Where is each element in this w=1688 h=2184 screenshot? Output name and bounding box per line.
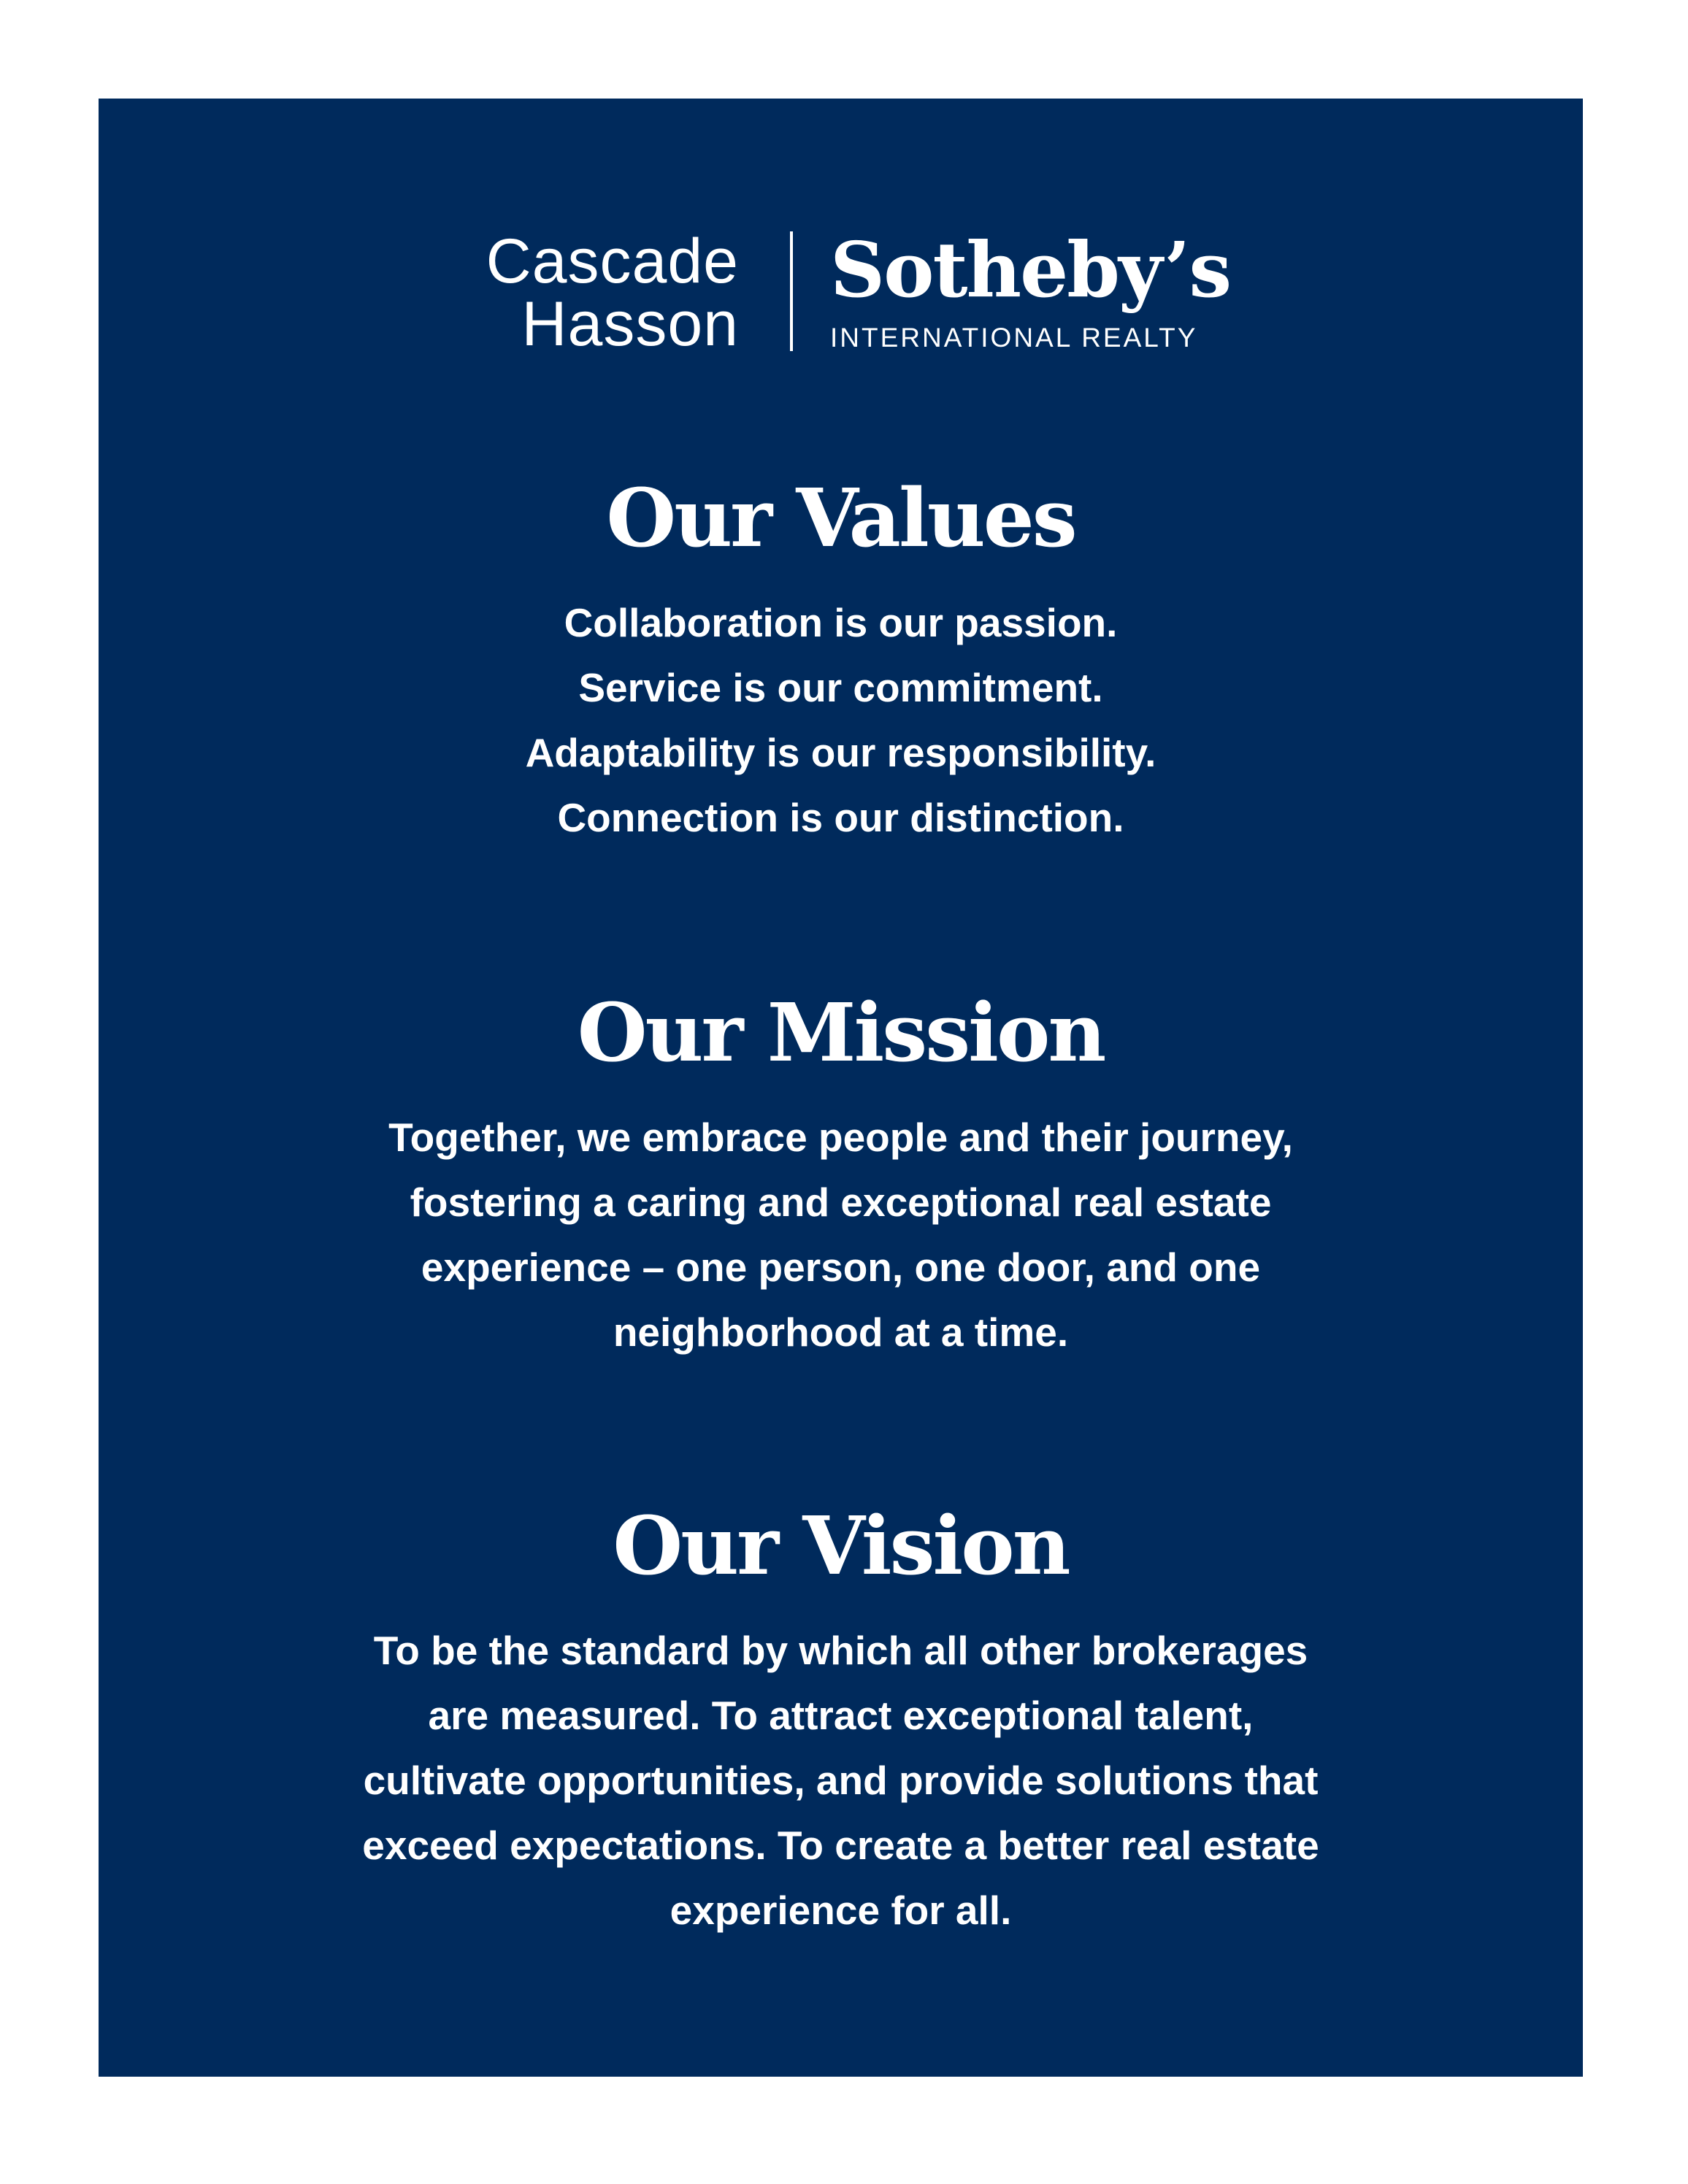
mission-heading: Our Mission — [577, 985, 1105, 1080]
vision-line: exceed expectations. To create a better real estate — [362, 1823, 1319, 1868]
logo-brand-text: Sotheby’s — [830, 225, 1231, 315]
mission-line: experience – one person, one door, and one — [421, 1245, 1261, 1290]
mission-section — [99, 985, 1583, 1365]
values-section — [99, 471, 1583, 850]
logo-hasson-text: Hasson — [521, 289, 739, 359]
vision-line: cultivate opportunities, and provide solutions that — [363, 1758, 1319, 1803]
logo-cascade-text: Cascade — [486, 226, 739, 296]
values-line: Service is our commitment. — [578, 665, 1103, 710]
values-heading: Our Values — [606, 471, 1075, 565]
logo-divider — [790, 231, 793, 351]
values-line: Connection is our distinction. — [557, 795, 1124, 840]
values-line: Adaptability is our responsibility. — [525, 730, 1156, 775]
mission-text — [99, 1105, 1583, 1365]
logo-subtitle-text: INTERNATIONAL REALTY — [830, 323, 1198, 353]
vision-line: are measured. To attract exceptional talent, — [428, 1693, 1254, 1738]
values-line: Collaboration is our passion. — [564, 600, 1118, 645]
vision-heading: Our Vision — [613, 1499, 1069, 1593]
logo-wordmark-right — [830, 225, 1231, 353]
content-panel — [99, 99, 1583, 2077]
mission-line: neighborhood at a time. — [613, 1310, 1069, 1355]
mission-line: Together, we embrace people and their journey, — [388, 1115, 1293, 1160]
mission-line: fostering a caring and exceptional real estate — [410, 1180, 1272, 1225]
vision-line: To be the standard by which all other brokerages — [373, 1628, 1308, 1673]
vision-line: experience for all. — [670, 1888, 1012, 1933]
company-logo — [99, 225, 1583, 376]
values-text — [99, 591, 1583, 850]
vision-text — [99, 1618, 1583, 1943]
vision-section — [99, 1499, 1583, 1943]
logo-wordmark-left — [486, 226, 739, 359]
